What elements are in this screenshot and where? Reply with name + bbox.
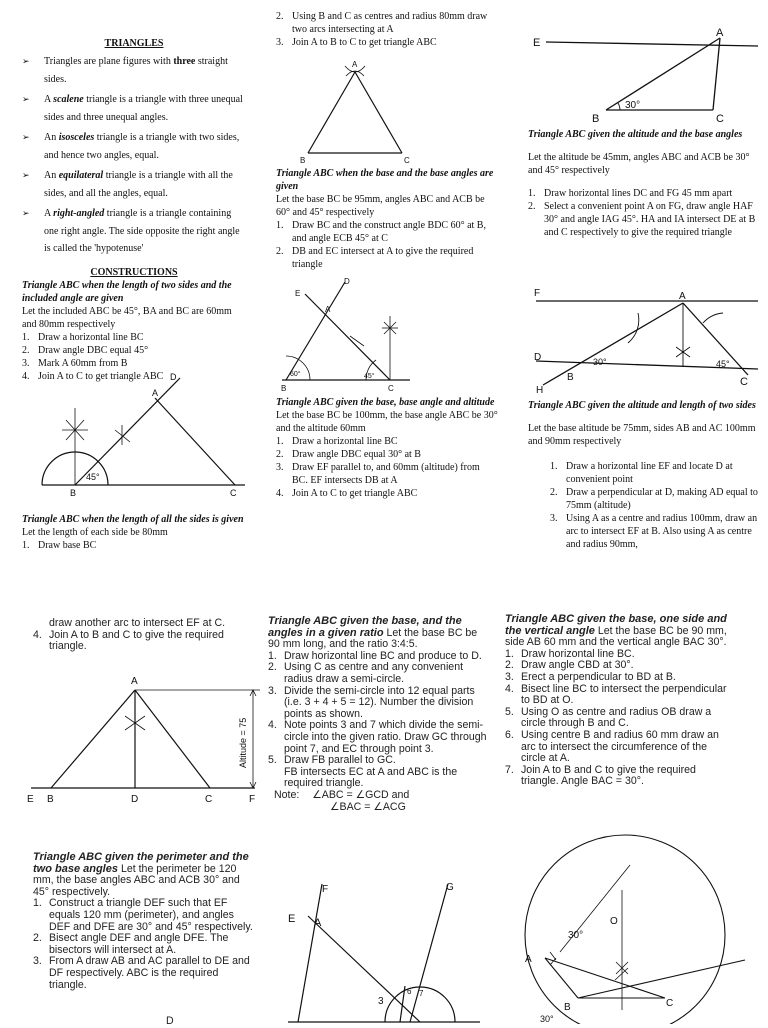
list-item: 4. Join A to C to get triangle ABC [22, 370, 164, 382]
list-item: 6. Using centre B and radius 60 mm draw an arc to intersect the circumference of the circle at A. [505, 728, 719, 765]
figure-vertical-angle [520, 830, 765, 1024]
angle-label: 30° [625, 100, 641, 111]
fig-label: C [230, 488, 237, 498]
fig-label: B [47, 794, 54, 805]
construction-intro: Let the perimeter be 120 mm, the base angles ABC and ACB 30° and 45° respectively. [33, 862, 240, 898]
fig-label: B [281, 384, 287, 393]
figure-angle-ratio [280, 878, 490, 1024]
construction-steps [528, 187, 758, 239]
list-item: 3. Mark A 60mm from B [22, 357, 128, 369]
fig-label: F [534, 288, 541, 299]
construction-steps [33, 898, 253, 991]
fig-label: C [716, 113, 724, 124]
construction-heading: Triangle ABC when the length of two sides and the included angle are given [22, 279, 232, 304]
list-item: 4. Join A to B and C to give the required triangle. [33, 628, 224, 653]
fig-label: A [679, 291, 686, 302]
lower-col3 [505, 614, 729, 788]
list-item: 2. Bisect angle DEF and angle DFE. The bisectors will intersect at A. [33, 932, 229, 956]
list-item: 2. Select a convenient point A on FG, draw angle HAF 30° and angle IAG 45°. HA and IA intersect DE at B and C respectively to give the required triangle [528, 201, 756, 238]
col2-top [276, 10, 498, 49]
fig-label: C [388, 384, 394, 393]
fig-label: F [249, 794, 256, 805]
list-item: 1. Draw base BC [22, 540, 97, 551]
arrow-bullet-icon: ➢ [22, 208, 30, 218]
construction-steps [276, 219, 498, 271]
col3-top [528, 128, 758, 239]
arrow-bullet-icon: ➢ [22, 94, 30, 104]
fig-label: C [205, 794, 213, 805]
list-item: 5. Using O as centre and radius OB draw a circle through B and C. [505, 705, 712, 730]
construction-steps [268, 651, 490, 767]
fig-label: E [27, 794, 34, 805]
angle-label: 30° [593, 357, 607, 367]
list-item: 1. Draw horizontal line BC. [505, 647, 635, 660]
dimension-label: Altitude = 75 [238, 717, 248, 768]
figure-altitude-two-sides [528, 283, 760, 395]
construction-steps [33, 630, 251, 653]
fig-label: E [295, 289, 301, 298]
construction-steps [276, 10, 498, 49]
fig-label-d: D [166, 1015, 174, 1027]
angle-label: 45° [716, 359, 730, 369]
list-item: 3. Join A to B to C to get triangle ABC [276, 37, 437, 48]
lower-col1-bottom [33, 852, 253, 991]
fig-label: A [325, 305, 331, 314]
fig-label: H [536, 385, 544, 395]
fig-label: D [131, 794, 139, 805]
construction-heading: Triangle ABC given the base, one side and the vertical angle [505, 613, 727, 637]
construction-heading: Triangle ABC given the base, and the angles in a given ratio [268, 615, 462, 639]
lower-col1-top [33, 618, 251, 653]
list-item: 5. Draw FB parallel to GC. [268, 754, 396, 767]
fig-label: D [170, 372, 177, 382]
fig-label: E [288, 913, 296, 925]
fig-label: D [344, 277, 350, 286]
fig-label: A [352, 60, 358, 69]
list-item: 2. Draw angle CBD at 30°. [505, 659, 634, 672]
construction-heading: Triangle ABC given the altitude and length of two sides [528, 400, 756, 411]
construction-steps [22, 539, 246, 552]
fig-label: A [131, 676, 138, 687]
note-label: Note: [274, 788, 300, 801]
angle-label: 30° [540, 1014, 554, 1024]
fig-label: B [564, 1002, 571, 1013]
angle-label: 30° [568, 930, 584, 941]
list-item: 2. Draw a perpendicular at D, making AD equal to 75mm (altitude) [550, 487, 758, 511]
fig-label: A [314, 917, 322, 929]
list-item: 3. From A draw AB and AC parallel to DE and DF respectively. ABC is the required triangle. [33, 955, 250, 991]
note-line: ∠BAC = ∠ACG [330, 800, 406, 813]
list-item: 2. Using B and C as centres and radius 80mm draw two arcs intersecting at A [276, 11, 488, 35]
fig-label: 6 [407, 987, 412, 996]
col1 [22, 37, 246, 383]
figure-equilateral [290, 58, 420, 170]
list-item: 4. Note points 3 and 7 which divide the semi-circle into the given ratio. Draw GC through point 7, and EC through point 3. [268, 719, 487, 755]
fig-label: G [446, 882, 454, 893]
construction-intro: Let the base BC be 100mm, the base angle ABC be 30° and the altitude 60mm [276, 410, 498, 434]
fig-label: E [533, 37, 541, 49]
construction-steps [276, 435, 498, 500]
construction-heading: Triangle ABC given the perimeter and the two base angles [33, 851, 249, 875]
angle-label: 60° [290, 371, 301, 378]
construction-heading: Triangle ABC when the length of all the sides is given [22, 514, 244, 525]
fig-label: C [740, 376, 748, 388]
fig-label: A [525, 954, 532, 965]
continued-line: draw another arc to intersect EF at C. [49, 617, 226, 629]
list-item: 2. Draw angle DBC equal 45° [22, 344, 149, 356]
construction-heading: Triangle ABC given the altitude and the base angles [528, 129, 743, 140]
list-item: 7. Join A to B and C to give the required triangle. Angle BAC = 30°. [505, 763, 696, 788]
fig-label: D [534, 352, 542, 363]
list-item: 3. Draw EF parallel to, and 60mm (altitude) from BC. EF intersects DB at A [276, 462, 480, 486]
angle-label: 45° [364, 373, 375, 380]
list-item: 4. Join A to C to get triangle ABC [276, 488, 418, 499]
list-item: 1. Construct a triangle DEF such that EF equals 120 mm (perimeter), and angles DEF and DFE are 30° and 45° respectively. [33, 897, 253, 933]
fig-label: B [592, 113, 600, 124]
figure-altitude-75 [25, 672, 265, 812]
list-item: 1. Draw horizontal lines DC and FG 45 mm apart [528, 188, 733, 199]
construction-steps [550, 460, 758, 551]
list-item: 3. Divide the semi-circle into 12 equal parts (i.e. 3 + 4 + 5 = 12). Number the division points as shown. [268, 684, 475, 720]
list-item: ➢ A right-angled triangle is a triangle containing one right angle. The side opposite the right angle is called the 'hypotenuse' [22, 205, 246, 258]
figure-base-angles [280, 276, 415, 398]
list-item: ➢ Triangles are plane figures with three straight sides. [22, 53, 246, 88]
ratio-after: FB intersects EC at A and ABC is the required triangle. [284, 765, 458, 790]
construction-intro: Let the included ABC be 45°, BA and BC are 60mm and 80mm respectively [22, 305, 232, 330]
fig-label: A [152, 388, 159, 398]
col3-bottom [528, 399, 758, 551]
list-item: 2. Using C as centre and any convenient radius draw a semi-circle. [268, 661, 464, 685]
arrow-bullet-icon: ➢ [22, 56, 30, 66]
construction-intro: Let the altitude be 45mm, angles ABC and ACB be 30° and 45° respectively [528, 152, 750, 176]
list-item: 1. Draw horizontal line BC and produce to D. [268, 649, 482, 662]
list-item: 2. DB and EC intersect at A to give the required triangle [276, 246, 474, 270]
section-title: CONSTRUCTIONS [90, 266, 178, 278]
fig-label: 3 [378, 996, 384, 1007]
fig-label: B [300, 156, 306, 165]
fig-label: O [610, 916, 618, 927]
figure-two-sides-angle [30, 370, 255, 510]
construction-heading: Triangle ABC when the base and the base angles are given [276, 168, 494, 192]
col1-bottom [22, 513, 246, 552]
col2-bottom [276, 396, 498, 500]
arrow-bullet-icon: ➢ [22, 132, 30, 142]
list-item: ➢ An isosceles triangle is a triangle with two sides, and hence two angles, equal. [22, 129, 246, 164]
fig-label: F [322, 884, 329, 895]
construction-intro: Let the base BC be 90 mm, side AB 60 mm and the vertical angle BAC 30°. [505, 624, 727, 649]
page-title: TRIANGLES [104, 38, 164, 49]
list-item: 1. Draw a horizontal line EF and locate D at convenient point [550, 461, 733, 485]
triangle-types-list [22, 53, 246, 258]
list-item: 3. Using A as a centre and radius 100mm, draw an arc to intersect EF at B. Also using A as centre and radius 90mm, [550, 513, 758, 550]
construction-steps [505, 649, 729, 788]
list-item: 1. Draw a horizontal line BC [276, 436, 398, 447]
fig-label: C [404, 156, 410, 165]
arrow-bullet-icon: ➢ [22, 170, 30, 180]
construction-intro: Let the base BC be 95mm, angles ABC and ACB be 60° and 45° respectively [276, 194, 485, 218]
list-item: 4. Bisect line BC to intersect the perpendicular to BD at O. [505, 682, 727, 707]
col2-mid [276, 167, 498, 271]
construction-intro: Let the base BC be 90 mm long, and the ratio 3:4:5. [268, 626, 478, 651]
list-item: 2. Draw angle DBC equal 30° at B [276, 449, 421, 460]
fig-label: A [716, 27, 724, 39]
construction-intro: Let the length of each side be 80mm [22, 527, 168, 538]
fig-label: C [666, 998, 674, 1009]
list-item: ➢ An equilateral triangle is a triangle with all the sides, and all the angles, equal. [22, 167, 246, 202]
fig-label: B [567, 372, 574, 383]
lower-col2 [268, 616, 490, 813]
figure-altitude-base-angles [528, 24, 760, 124]
construction-intro: Let the base altitude be 75mm, sides AB and AC 100mm and 90mm respectively [528, 423, 756, 447]
list-item: 1. Draw BC and the construct angle BDC 60° at B, and angle ECB 45° at C [276, 220, 486, 244]
list-item: 3. Erect a perpendicular to BD at B. [505, 670, 676, 683]
fig-label: B [70, 488, 77, 498]
construction-heading: Triangle ABC given the base, base angle and altitude [276, 397, 495, 408]
list-item: 1. Draw a horizontal line BC [22, 331, 144, 343]
note-line: ∠ABC = ∠GCD and [312, 788, 410, 801]
list-item: ➢ A scalene triangle is a triangle with three unequal sides and three unequal angles. [22, 91, 246, 126]
angle-label: 45° [86, 472, 100, 482]
fig-label: 7 [419, 989, 424, 998]
